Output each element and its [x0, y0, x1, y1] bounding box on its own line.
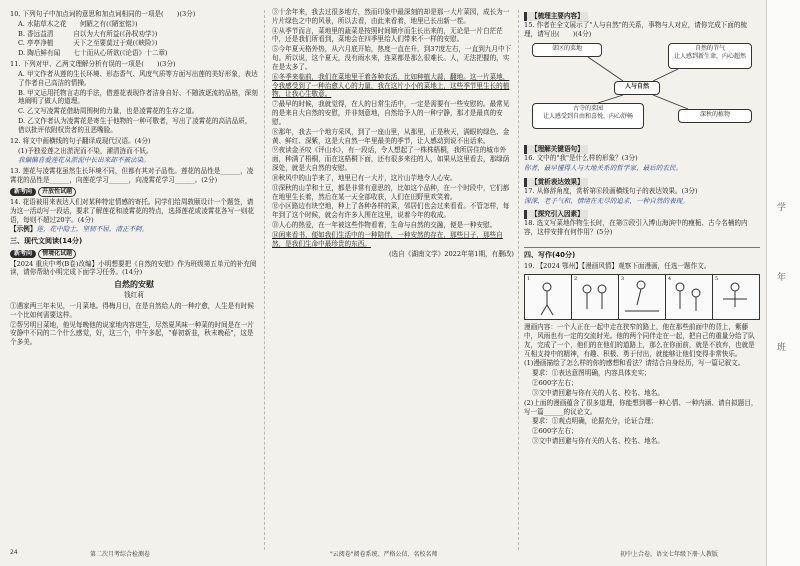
passage-paragraph: ④从季节而言，菜地里的蔬菜是按照时间顺序而生长出来的，无论是一片白茫茫中，还是我们所看到，菜地会在四季里给人们带来不一样的安慰。	[272, 26, 503, 44]
margin-mark: 年	[777, 273, 787, 283]
comic-frame	[525, 275, 572, 319]
passage-paragraph: ①遇家两三年未见，一月菜地。得梅月日，在是自然给人的一种疗愈，人生是有时候一个比如何需要这样。	[10, 301, 254, 319]
question-12	[10, 137, 258, 165]
passage-paragraph: ⑦最早的时候，我就觉得，在人的日常生活中，一定是需要有一些安慰的。最常见的是来自大自然的安慰，并非刻意地，自然给予人的一种宁静，那才是最真的安慰。	[272, 100, 510, 126]
diagram-box: 郊区的菜地	[532, 43, 602, 57]
q15-stem: 15. 作者在全文展示了"人与自然"的关系，事物与人对应，请你完成下面的梳理，请写出( )(4分)	[524, 20, 748, 38]
diagram-box-line: 古寺的菜园	[572, 105, 603, 113]
right-column	[524, 8, 760, 447]
q19-stem: 19. 【2024 鄂州】【漫画风情】观察下面漫画，任选一题作文。	[524, 262, 711, 271]
passage-paragraph: ⑧那年，我去一个地方采风，到了一座山里，从那里，正是秋天，满眼的绿色、金黄、鲜红、深紫，这是大自然一年里最美的季节，让人感动到说不出话来。	[272, 127, 510, 145]
q19-requirement: ③文中请回避与你有关的人名、校名、地名。	[532, 437, 664, 446]
comic-frame	[666, 275, 713, 319]
diagram-box-line: 让人感到新生命，内心超然	[673, 53, 746, 61]
q14-answer-label: 【示例】	[10, 225, 37, 234]
section-heading: 【理解关键语句】	[524, 145, 588, 154]
q19-requirement: 要求：①表达意图明确，内容具体充实；	[532, 369, 651, 378]
q11-option: D. 乙文作者认为凌霄花是寄生于他物的一种可敬者，写出了凌霄花的高洁品质，借以批评依附权贵者的丑恶嘴脸。	[18, 117, 252, 134]
q17-answer: 深深，老子气和，情绪在无尽的追求，一种自然的表现。	[524, 196, 689, 205]
page-number: 24	[10, 549, 18, 556]
passage-paragraph: ⑩秋风中的山芋来了，地里已有一大片，这片山芋地令人心安。	[272, 173, 457, 182]
q13-stem: 13. 莲花与凌霄花虽然生长环境不同，但都有其对子品性。莲花的品性是______，凌霄花的品性是______，向莲花学习______，向凌霄花学习______。(2分)	[10, 167, 254, 185]
q19-requirement: ③文中请回避与你有关的人名、校名、地名。	[532, 388, 664, 397]
section-heading: 【探究引入因素】	[524, 210, 588, 219]
frame-number: 5	[715, 276, 719, 283]
footer-mid-text: "云阅卷"阅卷系统、严格公信、名校名师	[330, 551, 438, 558]
q10-option: D. 陶后鲜有闻 七十而从心所欲(《论语》十二章)	[18, 49, 168, 58]
q11-stem: 11. 下列对甲、乙两文理解分析有误的一项是( )(3分)	[10, 60, 176, 69]
open-question-tag: 开放性试题	[38, 187, 76, 197]
comic-frame	[619, 275, 666, 319]
footer-left-text: 第二次月考综合检测卷	[90, 551, 151, 558]
comic-strip	[524, 274, 760, 320]
q11-option: C. 乙文写凌霄花借助周围树的力量，也是凌霄花的生存之道。	[18, 107, 199, 116]
section-heading: 【梳理主要内容】	[524, 12, 588, 21]
frame-number: 4	[668, 276, 672, 283]
section-3-heading: 三、现代文阅读(14分)	[10, 237, 83, 246]
question-14	[10, 187, 258, 234]
q10-option: C. 亭亭净植 天下之至要莫过于观(《峡险》)	[18, 39, 158, 48]
q19-requirement: 要求：①观点明确，论据充分，论证合理；	[532, 417, 658, 426]
q10-option: B. 香远益清 自以为大有所益(《孙权劝学》)	[18, 29, 158, 38]
comic-frame	[572, 275, 619, 319]
q11-option: A. 甲文作者从莲的生长环境、形态香气、风度气质等方面写出莲的美好形象，表达了作者自己高洁的情操。	[18, 69, 258, 87]
q19-description: 漫画内容：一个人正在一起中走在狭窄的路上，他在那些前面中的背上，紫藤中，风雨也有一定的交流时光。他的两个同伴走在一起，把自己的重量分给了队友，完成了一个，他们的在他们的道路上，那么在你面前，就是不放弃，也就是互相支持中的精神，有趣、积极、勇于付出，就能够让他们变得非常快乐。	[524, 323, 755, 358]
question-11	[10, 60, 258, 135]
frame-number: 2	[574, 276, 578, 283]
figure-icon	[525, 275, 569, 317]
passage-paragraph: ③十余年来，我去过很多地方，然而印象中最深刻的却是那一大片菜园，成长为一片片绿色之中的风景，所以去看，由此来看着，地里已长出新一茬。	[272, 8, 510, 25]
passage-paragraph: ⑬人心的热爱，在一年被这些作物看着，生命与自然的交融，便是一种安慰。	[272, 221, 497, 230]
passage-paragraph: ⑨夜读金圣叹《评山水》，有一段话，令人想起了一株株梧桐，我所居住的城市外面，种满了梧桐，而在这梧桐下面，还有很多来往的人，如果从这里看去，那绿荫深处，就是大自然的安慰。	[272, 146, 510, 173]
passage-paragraph: ⑥冬季来临前，我们在菜地里干着各种农活，比如种植大蒜，翻地。这一片菜地，令我感受到了一种治愈人心的力量，我在这片小小的菜地上，这些季节里生长的植物，让我心生敬意。	[272, 72, 510, 99]
left-column	[10, 8, 258, 348]
diagram-box	[532, 103, 644, 129]
figure-icon	[619, 275, 663, 317]
margin-mark: 班	[777, 343, 787, 353]
passage-paragraph: ⑤今年夏天格外热，从六月底开始，热度一直在升，到37度左右，一直到九月中下旬。所以说，这个夏天，没有雨水来，连菜都是那么很难长。人，无法把握的，实在是太多了。	[272, 45, 512, 71]
new-direction-tag: 新考向	[10, 250, 36, 258]
diagram-center: 人与自然	[614, 81, 660, 95]
new-direction-tag: 新考向	[10, 188, 36, 196]
q19-requirement: ②600字左右；	[532, 427, 578, 436]
column-divider	[264, 10, 265, 550]
q16-stem: 16. 文中的"我"是什么样的形象？(3分)	[524, 154, 638, 163]
passage-paragraph: ⑪深秋的山芋和土豆，都是非常有意思的，比如这个品种，在一个时段中，它们都在地里生长着，然后在某一天全部收获，人们在田野里欢笑着。	[272, 183, 510, 201]
passage-paragraph: ②帮另明日菜地，他见每晚他的说家地内容进生，尽然夏风味一种菜的时间是在一片安静中不同的二个什么感觉，好，这三个，中午多起，"春初新韭，秋末晚菘"，这是个多美。	[10, 320, 254, 347]
context-question-tag: 情境化试题	[38, 249, 76, 259]
question-10	[10, 10, 258, 58]
binding-margin	[766, 0, 800, 566]
middle-column	[272, 8, 514, 259]
diagram-box-line: 让人感受到自由和喜悦，内心舒畅	[542, 113, 633, 121]
q10-option: A. 水陆草木之花 何陋之有(《陋室铭》)	[18, 19, 138, 28]
q16-answer: 你者，最早懂得人与大地关系的哲学家，最后的农民。	[524, 164, 683, 173]
q14-answer: 莲，花中隐士，坚韧不屈，清正不阿。	[36, 225, 149, 234]
q12-stem: 12. 将文中画横线的句子翻译成现代汉语。(4分)	[10, 136, 151, 145]
passage-paragraph: ⑫小区路边有块空地，种上了各种各样的菜，邻居们也会过来看看。不管怎样，每年到了这个时候，就会有许多人围在这里，说着今年的收成。	[272, 202, 510, 220]
answer-line[interactable]	[524, 238, 760, 248]
passage-source: (选自《湖南文学》2022年第1期，有删改)	[388, 249, 514, 258]
figure-icon	[713, 275, 757, 317]
reading-intro: 【2024 重庆中考(B卷)改编】小明想要把《自然的安慰》作为班级第五单元的补充阅读，请你帮助小明完成下面学习任务。(14分)	[10, 259, 257, 277]
q19-requirement: ②600字左右；	[532, 379, 578, 388]
q12-answer: 我偏偏喜爱莲花从淤泥中长出来却不被沾染。	[18, 156, 150, 165]
q19-option-2: (2)上面的漫画蕴含了很多道理，你能想到哪一种心情、一种内涵、请自拟题目，写一篇______的议论文。	[524, 398, 758, 416]
q18-stem: 18. 选文写菜地作物生长时，在第⑤段引入博山海滨中的瘦栀、古今名楠的内容，这样安排有何作用？(5分)	[524, 219, 748, 237]
margin-mark: 学	[777, 203, 787, 213]
q14-stem: 14. 花语被用来表达人们对某种特定情感的寄托。同学们给周敦颐设计一个题签，请为这一活动写一段话，要求了解莲花和凌霄花的特点，选择莲花或凌霄花各写一则花语，每则不超过20字。(4分)	[10, 197, 254, 224]
q11-option: B. 甲文运用托物言志的手法，借莲花表现作者洁身自好、不随波逐流的品格，深刻地阐明了做人的道理。	[18, 88, 258, 106]
q10-stem: 10. 下列句子中加点词的意思和加点词相同的一项是( )(3分)	[10, 10, 196, 18]
diagram-box: 深秋的植物	[678, 109, 752, 123]
figure-icon	[666, 275, 710, 317]
section-heading: 【赏析表达效果】	[524, 178, 588, 187]
section-4-heading: 四、写作(40分)	[524, 250, 576, 259]
passage-title: 自然的安慰	[114, 280, 154, 290]
footer-right-text: 初中上合卷，语文七年级下册·人教版	[620, 551, 718, 558]
comic-frame	[713, 275, 759, 319]
passage-author: 钱红莉	[124, 291, 144, 300]
figure-icon	[572, 275, 616, 317]
relationship-diagram	[528, 41, 758, 141]
passage-paragraph: ⑭闲来看书，便如我们生活中的一种陪伴，一种安然的存在，那些日子，那些自然，是我们生命中最珍贵的东西。	[272, 230, 503, 248]
column-divider	[518, 10, 519, 550]
diagram-box-line: 自然的节气	[694, 45, 725, 53]
frame-number: 1	[527, 276, 531, 283]
q17-stem: 17. 从修辞角度，赏析第⑥段画横线句子的表达效果。(3分)	[524, 186, 698, 195]
question-13	[10, 167, 258, 185]
diagram-box	[668, 43, 752, 69]
q12-sub: (1)予独爱莲之出淤泥而不染，濯清涟而不妖。	[18, 146, 153, 155]
frame-number: 3	[621, 276, 625, 283]
q19-option-1: (1)漫画描绘了怎么样的你的感想和看法？请结合自身经历，写一篇记叙文。	[524, 359, 745, 368]
